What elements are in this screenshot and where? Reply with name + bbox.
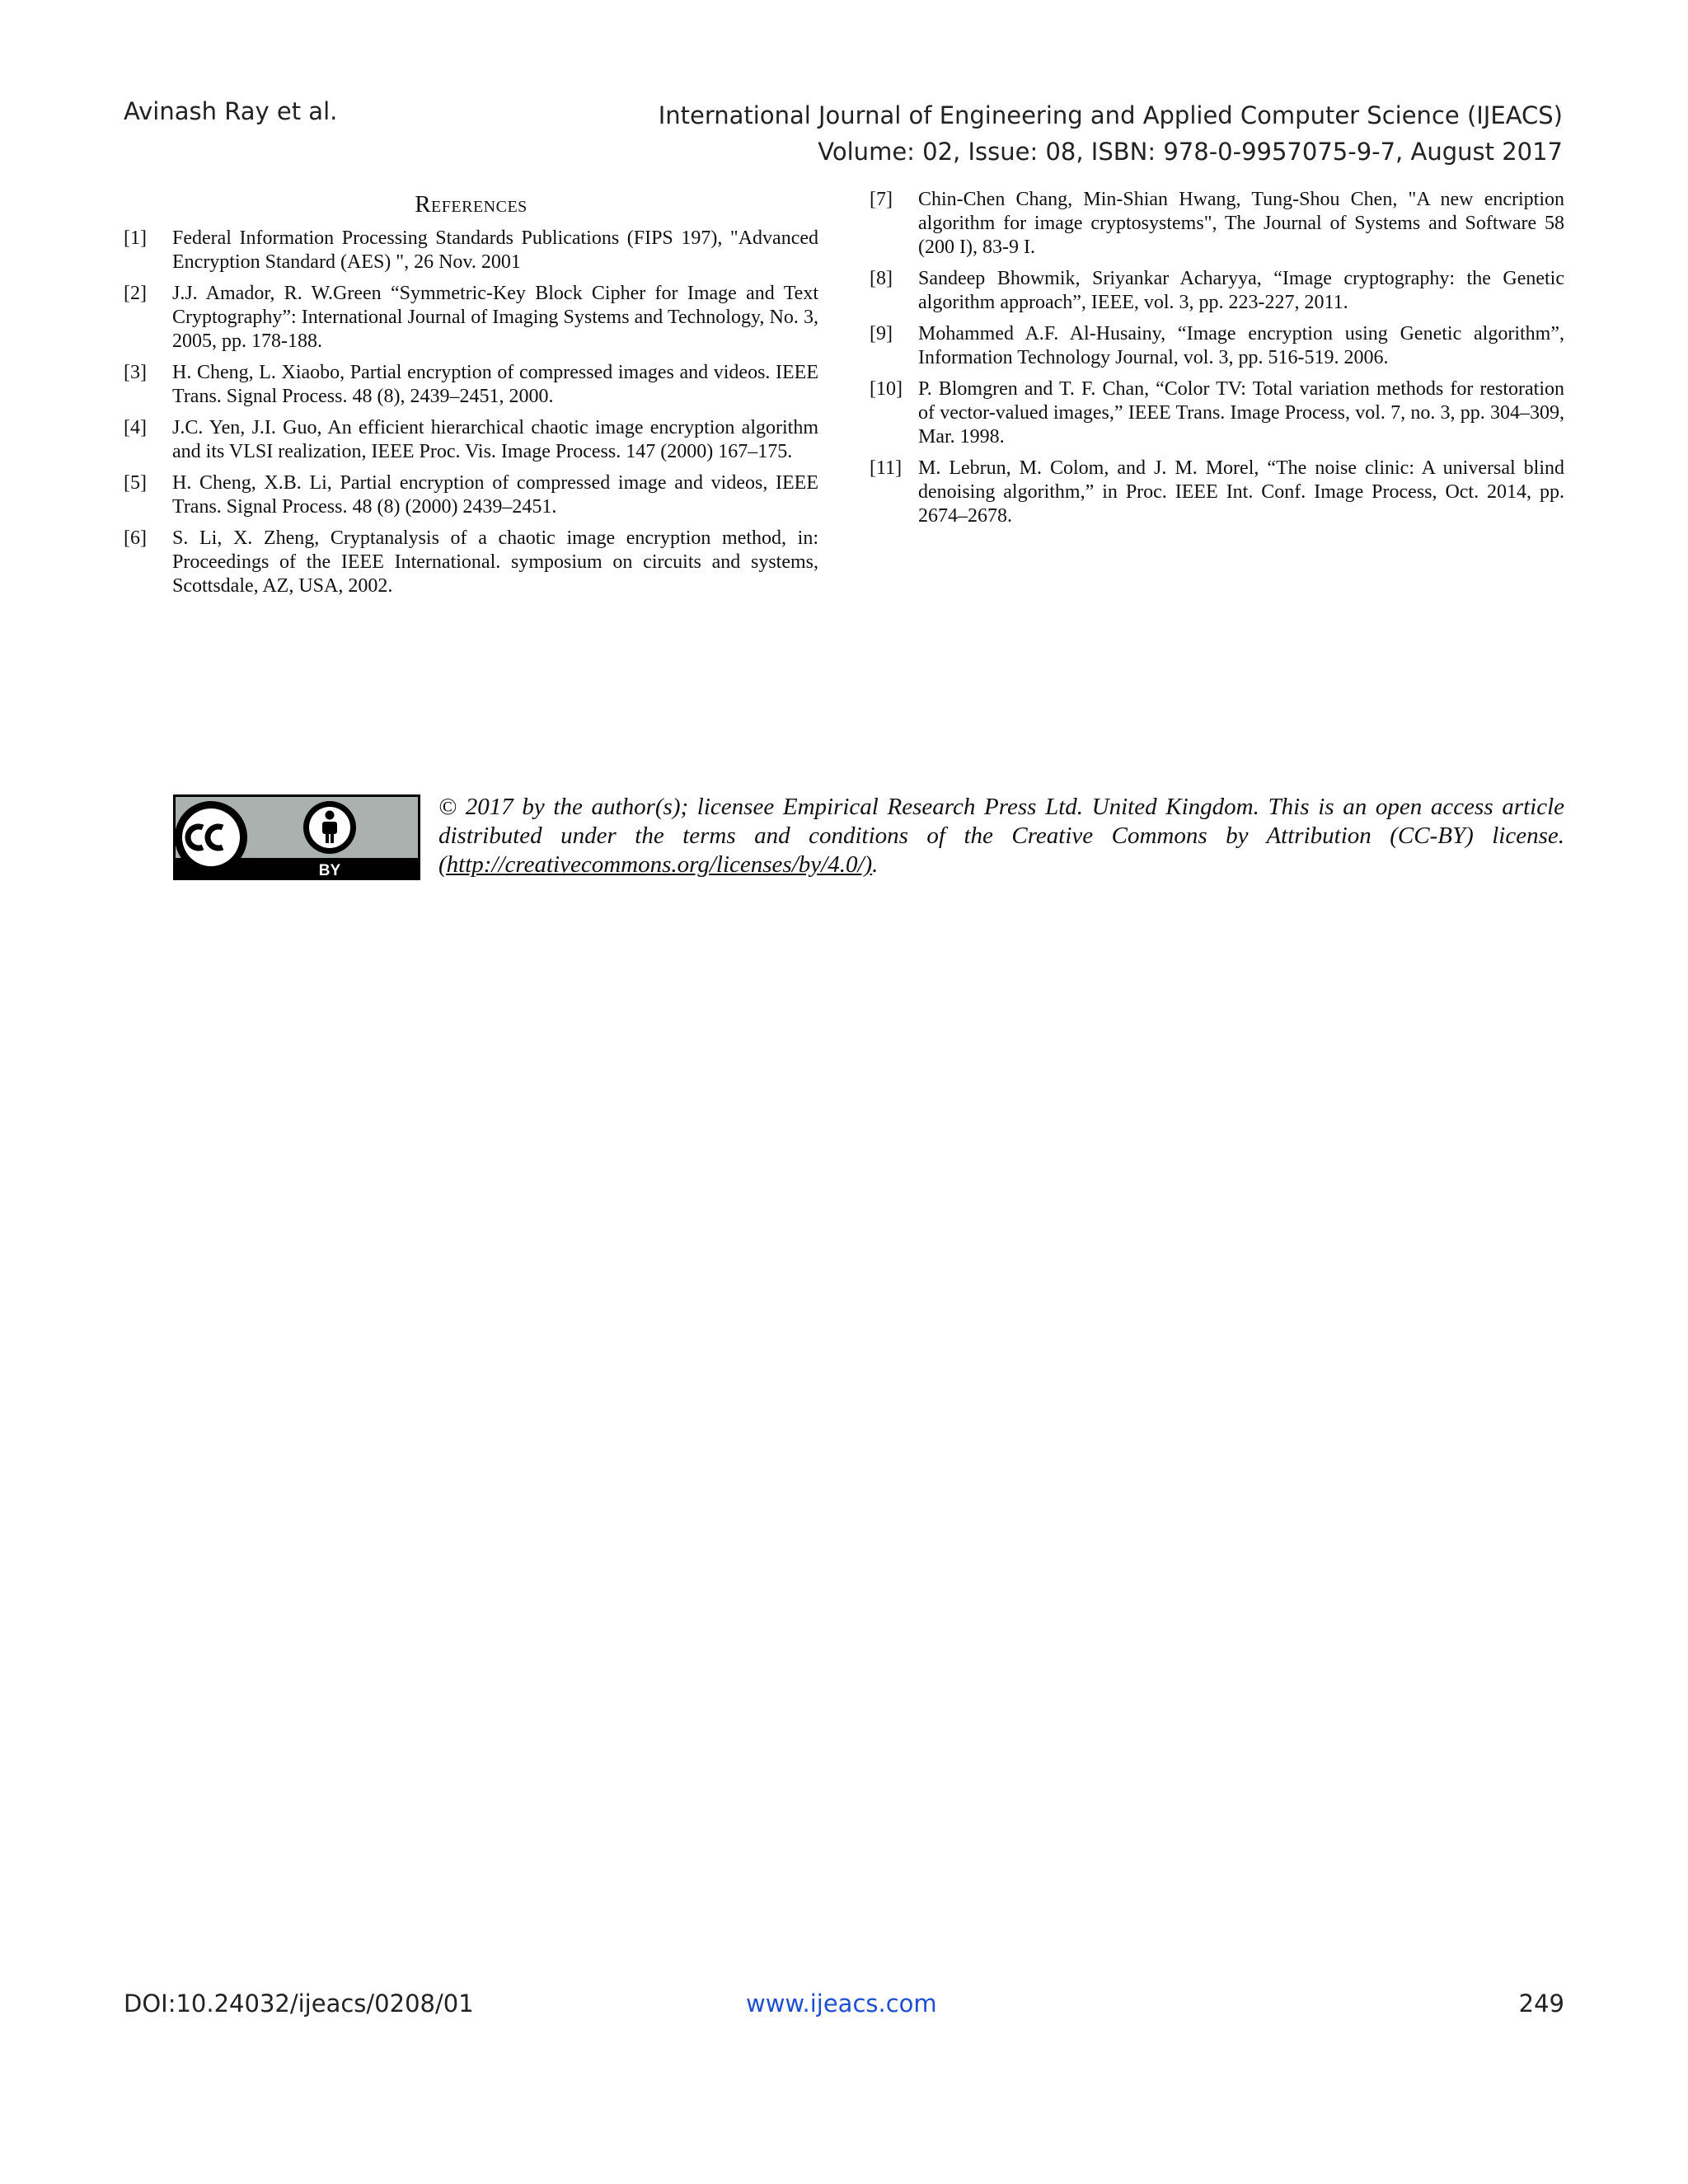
reference-item (870, 377, 1564, 449)
reference-number: [5] (124, 472, 147, 494)
reference-number: [7] (870, 189, 893, 210)
journal-title: International Journal of Engineering and Applied Computer Science (IJEACS) (658, 101, 1563, 129)
reference-text: M. Lebrun, M. Colom, and J. M. Morel, “The noise clinic: A universal blind denoising algorithm,” in Proc. IEEE Int. Conf. Image Process, Oct. 2014, pp. 2674–2678. (918, 457, 1564, 527)
license-link[interactable]: (http://creativecommons.org/licenses/by/4.0/) (438, 851, 873, 878)
reference-item (124, 282, 818, 354)
reference-text: P. Blomgren and T. F. Chan, “Color TV: Total variation methods for restoration of vector-valued images,” IEEE Trans. Image Process, vol. 7, no. 3, pp. 304–309, Mar. 1998. (918, 378, 1564, 448)
reference-number: [9] (870, 323, 893, 344)
reference-number: [8] (870, 268, 893, 289)
footer-website-link[interactable]: www.ijeacs.com (746, 1990, 937, 2018)
license-text: © 2017 by the author(s); licensee Empirical Research Press Ltd. United Kingdom. This is an open access article distributed under the terms and conditions of the Creative Commons by Attribution (CC-BY) license. (438, 794, 1564, 849)
reference-number: [6] (124, 527, 147, 549)
reference-text: H. Cheng, L. Xiaobo, Partial encryption of compressed images and videos. IEEE Trans. Signal Process. 48 (8), 2439–2451, 2000. (172, 362, 818, 407)
reference-text: Sandeep Bhowmik, Sriyankar Acharyya, “Image cryptography: the Genetic algorithm approach”, IEEE, vol. 3, pp. 223-227, 2011. (918, 268, 1564, 313)
running-author: Avinash Ray et al. (124, 97, 338, 125)
references-heading: References (415, 191, 528, 218)
reference-item (124, 361, 818, 409)
page-number: 249 (1518, 1990, 1564, 2018)
cc-icon (175, 801, 247, 874)
reference-item (870, 457, 1564, 528)
reference-text: Chin-Chen Chang, Min-Shian Hwang, Tung-Shou Chen, "A new encription algorithm for image cryptosystems", The Journal of Systems and Software 58 (200 I), 83-9 I. (918, 189, 1564, 258)
reference-number: [1] (124, 227, 147, 249)
reference-text: J.J. Amador, R. W.Green “Symmetric-Key Block Cipher for Image and Text Cryptography”: International Journal of Imaging Systems and Technology, No. 3, 2005, pp. 178-188. (172, 283, 818, 352)
reference-number: [10] (870, 378, 903, 400)
reference-item (124, 416, 818, 464)
references-column-right (870, 188, 1564, 536)
reference-item (870, 322, 1564, 370)
reference-number: [2] (124, 283, 147, 304)
reference-text: H. Cheng, X.B. Li, Partial encryption of compressed image and videos, IEEE Trans. Signal Process. 48 (8) (2000) 2439–2451. (172, 472, 818, 518)
cc-badge-label: BY (318, 862, 341, 879)
reference-item (870, 267, 1564, 315)
reference-text: Federal Information Processing Standards Publications (FIPS 197), "Advanced Encryption Standard (AES) ", 26 Nov. 2001 (172, 227, 818, 273)
reference-text: J.C. Yen, J.I. Guo, An efficient hierarchical chaotic image encryption algorithm and its VLSI realization, IEEE Proc. Vis. Image Process. 147 (2000) 167–175. (172, 417, 818, 462)
running-journal-header (659, 97, 1563, 170)
reference-item (124, 527, 818, 598)
references-column-left (124, 188, 818, 606)
reference-number: [4] (124, 417, 147, 438)
reference-number: [11] (870, 457, 903, 479)
reference-item (124, 471, 818, 519)
license-statement (438, 793, 1564, 879)
reference-text: Mohammed A.F. Al-Husainy, “Image encryption using Genetic algorithm”, Information Technology Journal, vol. 3, pp. 516-519. 2006. (918, 323, 1564, 368)
reference-number: [3] (124, 362, 147, 383)
license-block (173, 793, 1566, 883)
attribution-person-icon (303, 801, 356, 854)
license-text-end: . (872, 851, 879, 878)
cc-by-license-badge (173, 794, 420, 880)
reference-text: S. Li, X. Zheng, Cryptanalysis of a chaotic image encryption method, in: Proceedings of the IEEE International. symposium on circuits and systems, Scottsdale, AZ, USA, 2002. (172, 527, 818, 597)
footer-doi: DOI:10.24032/ijeacs/0208/01 (124, 1990, 474, 2018)
reference-item (124, 227, 818, 274)
journal-volume: Volume: 02, Issue: 08, ISBN: 978-0-9957075-9-7, August 2017 (818, 138, 1563, 166)
reference-item (870, 188, 1564, 260)
